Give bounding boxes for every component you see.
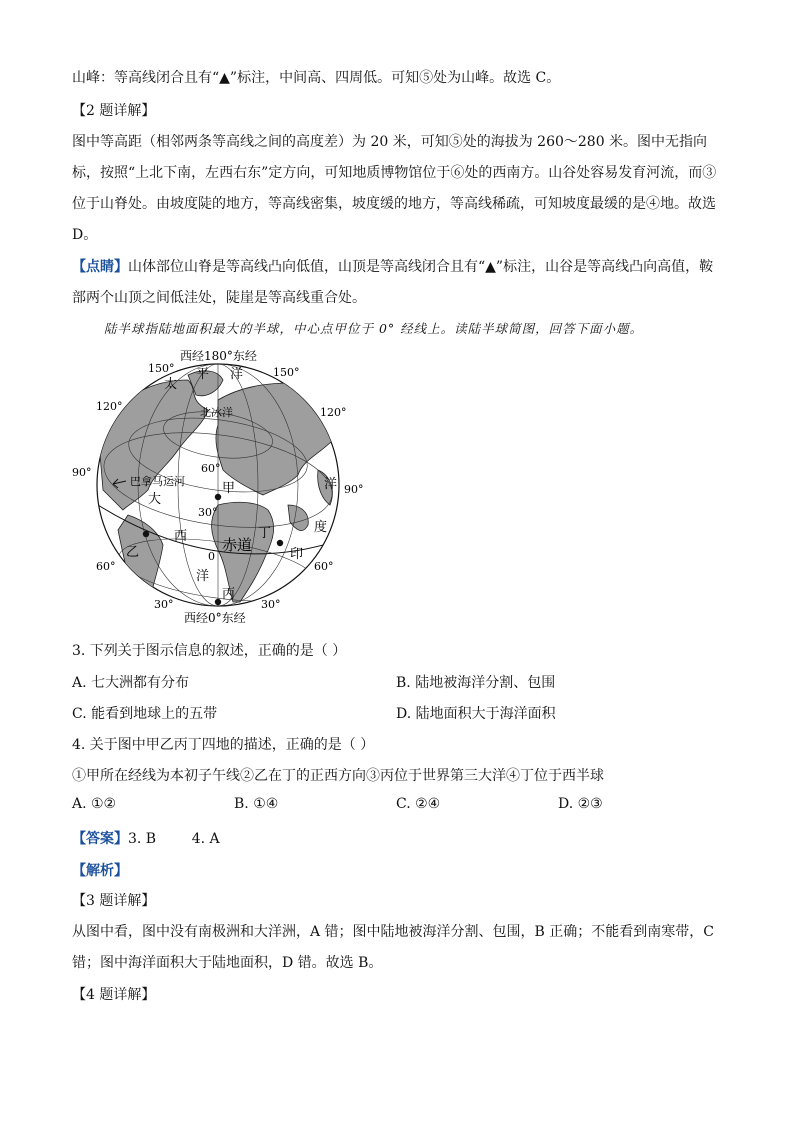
deg-label: 30° — [154, 598, 174, 611]
para-line: D。 — [72, 227, 98, 243]
dianjing-tag: 【点睛】 — [72, 259, 128, 275]
ocean-char: 印 — [290, 547, 304, 562]
ocean-char: 洋 — [324, 477, 338, 492]
answer-tag: 【答案】 — [72, 831, 128, 847]
deg-label: 60° — [314, 560, 334, 573]
deg-label: 30° — [261, 598, 281, 611]
equator-label: 赤道 — [222, 536, 253, 554]
deg-label: 90° — [344, 483, 364, 496]
deg-label: 90° — [72, 466, 92, 479]
section-heading-q2: 【2 题详解】 — [72, 103, 156, 119]
ocean-label-arctic: 北冰洋 — [200, 406, 233, 419]
q3-option-d: D. 陆地面积大于海洋面积 — [396, 706, 556, 722]
question-3: 3. 下列关于图示信息的叙述，正确的是（ ） — [72, 643, 347, 659]
deg-label: 120° — [96, 400, 123, 413]
deg-label: 150° — [273, 366, 300, 379]
deg-label: 0 — [208, 550, 215, 563]
dianjing-text: 山体部位山脊是等高线凸向低值，山顶是等高线闭合且有“▲”标注，山谷是等高线凸向高值，鞍 — [128, 259, 714, 275]
para-line: 从图中看，图中没有南极洲和大洋洲，A 错；图中陆地被海洋分割、包围，B 正确；不能看到南寒带，C — [72, 924, 715, 940]
q4-option-a: A. ①② — [72, 796, 117, 812]
point-yi-marker — [143, 531, 149, 537]
bottom-meridian-label: 西经0°东经 — [184, 611, 246, 625]
canal-label: 巴拿马运河 — [130, 475, 185, 488]
deg-label: 120° — [320, 406, 347, 419]
q3-option-a: A. 七大洲都有分布 — [72, 675, 190, 691]
land-hemisphere-map — [68, 340, 368, 630]
section-heading-q4: 【4 题详解】 — [72, 987, 156, 1003]
para-line: 图中等高距（相邻两条等高线之间的高度差）为 20 米，可知⑤处的海拔为 260～280 米。图中无指向 — [72, 134, 708, 150]
ocean-char: 平 — [196, 367, 210, 382]
ocean-char: 洋 — [196, 569, 210, 584]
question-intro: 陆半球指陆地面积最大的半球，中心点甲位于 0° 经线上。读陆半球简图，回答下面小题。 — [104, 321, 644, 336]
question-4: 4. 关于图中甲乙丙丁四地的描述，正确的是（ ） — [72, 737, 375, 753]
point-bing-marker — [215, 599, 221, 605]
place-label-bing: 丙 — [222, 587, 236, 602]
section-heading-q3: 【3 题详解】 — [72, 893, 156, 909]
ocean-char: 大 — [148, 492, 162, 507]
para-line: 山峰：等高线闭合且有“▲”标注，中间高、四周低。可知⑤处为山峰。故选 C。 — [72, 70, 561, 86]
deg-label: 60° — [201, 462, 221, 475]
para-line: 错；图中海洋面积大于陆地面积，D 错。故选 B。 — [72, 955, 383, 971]
para-line: 位于山脊处。由坡度陡的地方，等高线密集，坡度缓的地方，等高线稀疏，可知坡度最缓的是④地。故选 — [72, 196, 716, 212]
ocean-char: 度 — [314, 520, 328, 535]
q3-option-b: B. 陆地被海洋分割、包围 — [396, 675, 556, 691]
answer-line — [72, 828, 732, 848]
para-line: 标，按照“上北下南，左西右东”定方向，可知地质博物馆位于⑥处的西南方。山谷处容易发育河流，而③ — [72, 165, 717, 181]
point-ding-marker — [277, 540, 283, 546]
question-4-stem: ①甲所在经线为本初子午线②乙在丁的正西方向③丙位于世界第三大洋④丁位于西半球 — [72, 768, 604, 784]
q4-option-b: B. ①④ — [234, 796, 279, 812]
place-label-ding: 丁 — [258, 526, 272, 541]
ocean-char: 太 — [164, 377, 178, 392]
deg-label: 30° — [198, 506, 218, 519]
deg-label: 60° — [96, 560, 116, 573]
answer-text: 3. B 4. A — [128, 831, 220, 847]
analysis-tag: 【解析】 — [72, 863, 128, 879]
top-meridian-label: 西经180°东经 — [180, 349, 257, 363]
q4-option-c: C. ②④ — [396, 796, 441, 812]
ocean-char: 西 — [174, 529, 188, 544]
deg-label: 150° — [148, 362, 175, 375]
point-jia-marker — [215, 494, 221, 500]
para-line: 部两个山顶之间低洼处，陡崖是等高线重合处。 — [72, 290, 366, 306]
q4-option-d: D. ②③ — [558, 796, 603, 812]
place-label-yi: 乙 — [126, 545, 140, 560]
q3-option-c: C. 能看到地球上的五带 — [72, 706, 218, 722]
place-label-jia: 甲 — [222, 481, 236, 496]
dianjing-para — [72, 256, 732, 276]
ocean-char: 洋 — [230, 367, 244, 382]
